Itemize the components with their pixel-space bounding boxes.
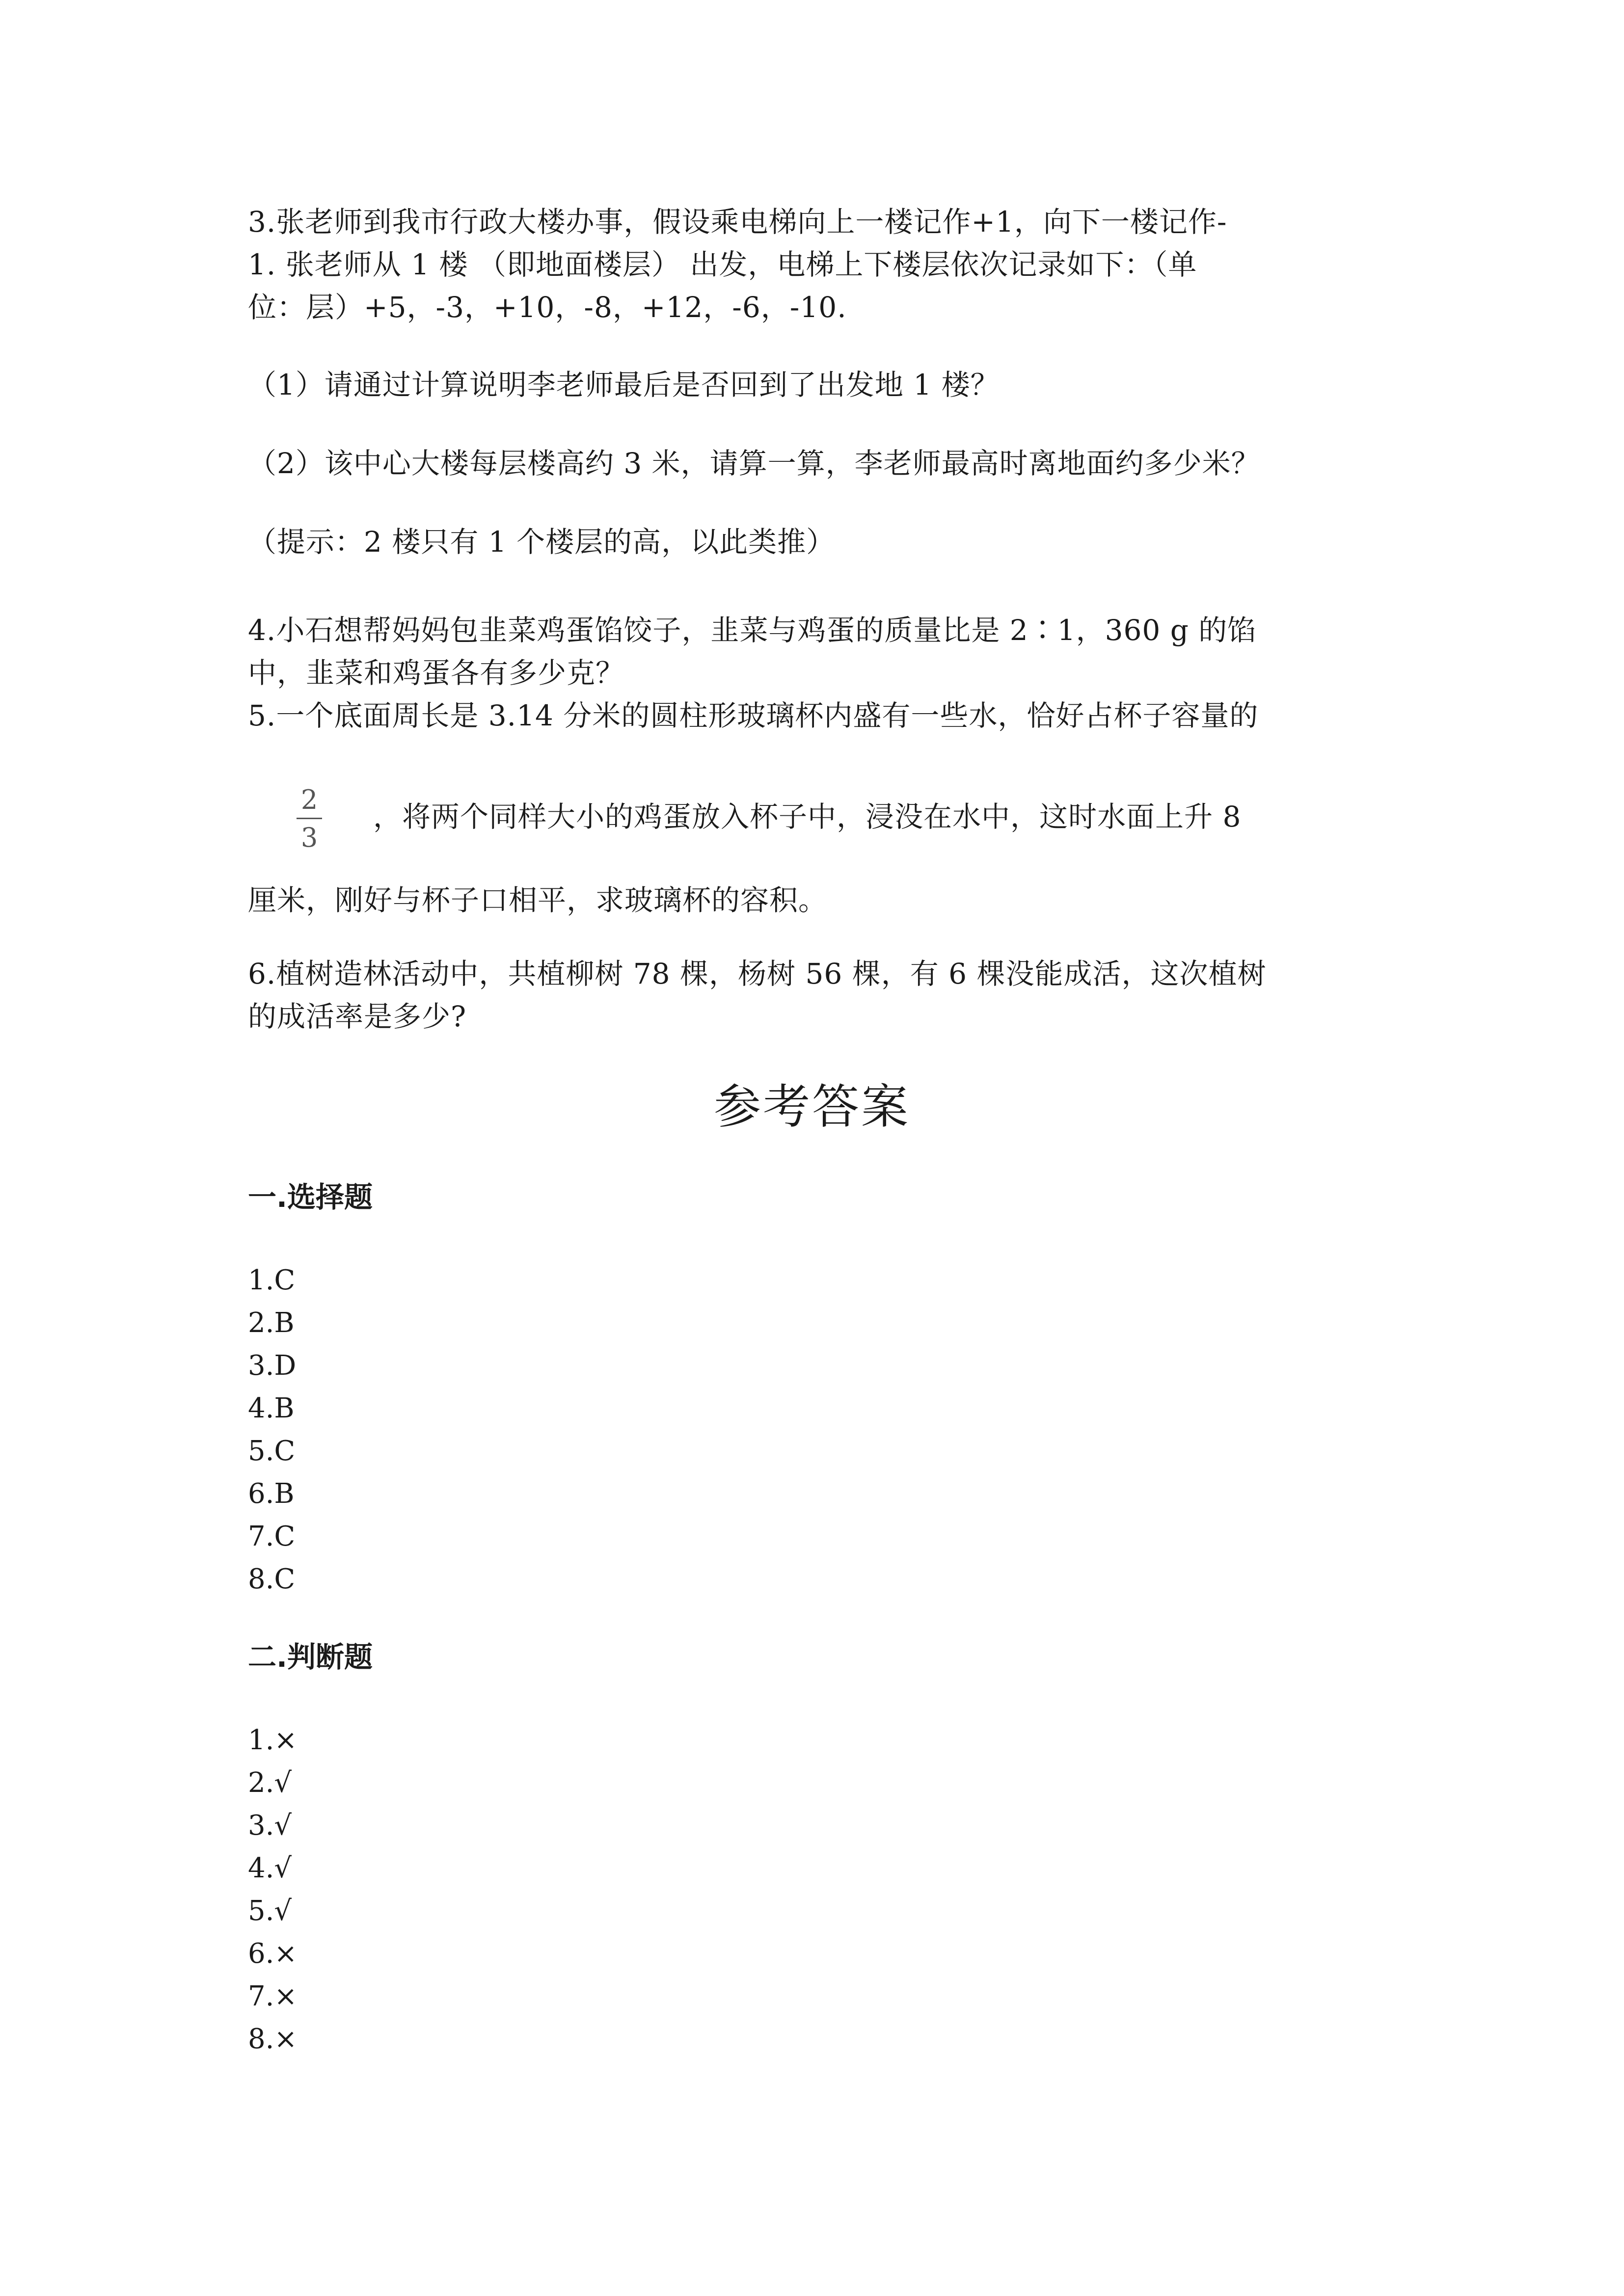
q3-subquestion-1: （1）请通过计算说明李老师最后是否回到了出发地 1 楼？ — [248, 368, 1000, 401]
answer-item: 2.√ — [248, 1767, 292, 1799]
answer-item: 3.D — [248, 1350, 297, 1382]
answer-item: 5.√ — [248, 1895, 292, 1927]
q4-line-2: 中，韭菜和鸡蛋各有多少克？ — [248, 656, 625, 690]
answer-item: 7.C — [248, 1521, 296, 1552]
fraction-numerator: 2 — [300, 784, 318, 815]
answer-item: 3.√ — [248, 1810, 292, 1842]
q4-line-1: 4.小石想帮妈妈包韭菜鸡蛋馅饺子，韭菜与鸡蛋的质量比是 2∶1，360 g 的馅 — [248, 614, 1257, 647]
answer-item: 5.C — [248, 1435, 296, 1467]
q3-hint: （提示：2 楼只有 1 个楼层的高，以此类推） — [248, 525, 836, 559]
q3-line-2: 1. 张老师从 1 楼 （即地面楼层） 出发，电梯上下楼层依次记录如下：（单 — [248, 248, 1197, 281]
answer-item: 7.× — [248, 1980, 298, 2012]
answer-item: 2.B — [248, 1307, 295, 1339]
answer-item: 6.B — [248, 1478, 295, 1510]
q6-line-1: 6.植树造林活动中，共植柳树 78 棵，杨树 56 棵，有 6 棵没能成活，这次植树 — [248, 957, 1267, 990]
answer-item: 8.× — [248, 2023, 298, 2055]
fraction-two-thirds — [295, 785, 324, 853]
q3-line-3: 位：层）+5，-3，+10，-8，+12，-6，-10. — [248, 291, 847, 324]
answer-item: 1.× — [248, 1724, 298, 1756]
answer-item: 4.√ — [248, 1852, 292, 1884]
answer-item: 1.C — [248, 1264, 296, 1296]
section-heading-true-false: 二.判断题 — [248, 1640, 373, 1674]
fraction-bar — [297, 818, 322, 819]
q3-subquestion-2: （2）该中心大楼每层楼高约 3 米，请算一算，李老师最高时离地面约多少米？ — [248, 447, 1260, 480]
q5-line-3: 厘米，刚好与杯子口相平，求玻璃杯的容积。 — [248, 883, 828, 917]
q6-line-2: 的成活率是多少? — [248, 1000, 467, 1033]
answer-item: 6.× — [248, 1938, 298, 1970]
section-heading-multiple-choice: 一.选择题 — [248, 1180, 373, 1214]
q5-line-2: ，将两个同样大小的鸡蛋放入杯子中，浸没在水中，这时水面上升 8 — [373, 800, 1242, 833]
answer-key-title: 参考答案 — [714, 1079, 910, 1134]
q5-line-1: 5.一个底面周长是 3.14 分米的圆柱形玻璃杯内盛有一些水，恰好占杯子容量的 — [248, 699, 1259, 732]
q3-line-1: 3.张老师到我市行政大楼办事，假设乘电梯向上一楼记作+1，向下一楼记作- — [248, 205, 1227, 239]
answer-item: 4.B — [248, 1392, 295, 1424]
fraction-denominator: 3 — [300, 822, 318, 853]
answer-item: 8.C — [248, 1563, 296, 1595]
